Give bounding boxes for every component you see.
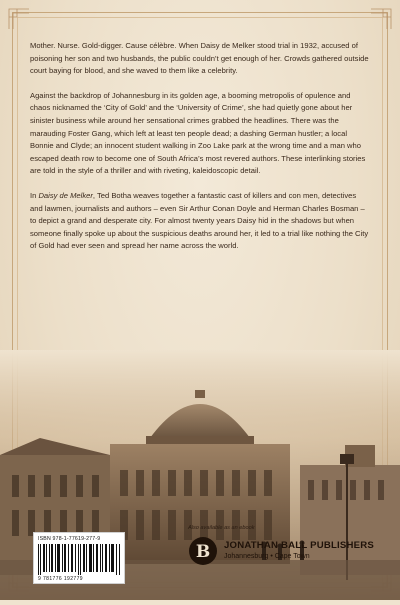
deco-corner-ornament (8, 8, 30, 30)
deco-corner-ornament (370, 8, 392, 30)
blurb-paragraph-1: Mother. Nurse. Gold-digger. Cause célèbre. When Daisy de Melker stood trial in 1932, accused of poisoning her son and two husbands, the public couldn’t get enough of her. Crowds gathered outside court baying for blood, and she waved to them like a celebrity. (30, 41, 369, 76)
barcode-digits: 9 781776 192779 (38, 576, 83, 582)
publisher-logo-letter: B (195, 542, 211, 562)
isbn-label: ISBN 978-1-77619-277-9 (38, 536, 101, 542)
book-title-italic: Daisy de Melker (38, 190, 93, 200)
barcode (33, 532, 125, 584)
publisher-logo (188, 536, 218, 566)
blurb-paragraph-3 (30, 190, 370, 253)
ebook-note: Also available as an ebook (188, 525, 255, 531)
publisher-block (188, 525, 378, 587)
barcode-bars (38, 544, 122, 580)
blurb-p3-prefix: In (30, 190, 39, 200)
blurb-paragraph-2: Against the backdrop of Johannesburg in its golden age, a booming metropolis of opulence and chaos nicknamed the ‘City of Gold’ and the ‘University of Crime’, she had quietly gone about her sinister business while around her sensational crimes grabbed the headlines. There was the marauding Foster Gang, which left at least ten people dead; a dashing German hustler; a local Bonnie and Clyde; an innocent student walking in Zoo Lake park at the wrong time and a man who escaped death row to become one of South Africa’s most revered authors. These interlinking stories are told in the style of a thriller and with riveting, kaleidoscopic detail. (30, 90, 366, 176)
blurb-p3-rest: , Ted Botha weaves together a fantastic cast of killers and con men, detectives and lawmen, journalists and authors – even Sir Arthur Conan Doyle and Herman Charles Bosman – to depict a grand and desperate city. For almost twenty years Daisy hid in the shadows but when someone finally spoke up about the suspicious deaths around her, it led to a trial like nothing the City of Gold had ever seen and spread her name across the world. (30, 190, 369, 251)
publisher-name: JONATHAN BALL PUBLISHERS (224, 540, 374, 551)
blurb-text (30, 40, 370, 265)
publisher-cities: Johannesburg • Cape Town (224, 553, 310, 560)
